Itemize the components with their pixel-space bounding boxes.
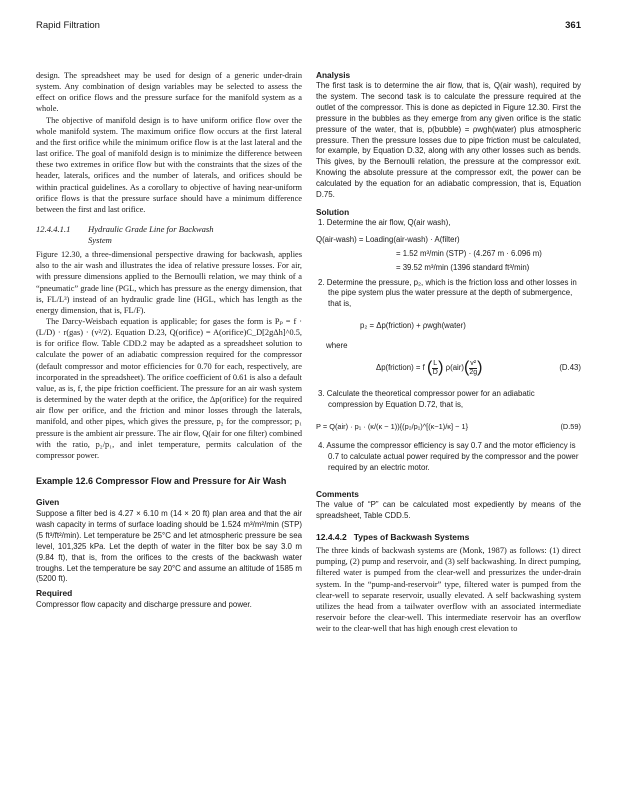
comments-heading: Comments bbox=[316, 489, 359, 500]
equation: Q(air-wash) = Loading(air-wash) · A(filter) bbox=[316, 234, 460, 244]
equation-number: (D.59) bbox=[560, 422, 581, 432]
example-box bbox=[36, 475, 302, 611]
equation-density: ρ(air) bbox=[445, 363, 464, 373]
page-number: 361 bbox=[565, 20, 581, 31]
example-title: Example 12.6 Compressor Flow and Pressure for Air Wash bbox=[36, 476, 287, 486]
paragraph: Figure 12.30, a three-dimensional perspective drawing for backwash, applies also to the air wash and illustrates the idea of relative pressure losses. For air, with pressure dimensions applied to the Bernoulli relation, we may think of a “pneumatic” grade line (PGL, which has pressure as the energy dimension, that is, FL/L³) instead of an hydraulic grade line (HGL, which has length as the energy dimension, that is, FL/F). bbox=[36, 250, 302, 315]
subsection-title: Hydraulic Grade Line for Backwash bbox=[88, 224, 214, 235]
section-title: Types of Backwash Systems bbox=[353, 532, 470, 543]
analysis-text: The first task is to determine the air flow, that is, Q(air wash), required by the system. The second task is to calculate the pressure required at the outlet of the compressor. This is done as depicted in Figure 12.30. First the pressure in the bubbles as they emerge from any given orifice is the static pressure of the water, that is, p(bubble) = ρwgh(water) plus atmospheric pressure. Then the pressure losses due to pipe friction must be calculated, for example, by Equation D.32, along with any other losses such as bends. This gives, by the Bernoulli relation, the pressure at the compressor exit. Knowing the absolute pressure at the compressor exit, the power can be calculated by the equation for an adiabatic compression, that is, Equation D.75. bbox=[316, 81, 581, 200]
paren-close: ) bbox=[477, 359, 483, 377]
section-heading bbox=[316, 532, 581, 542]
equation: = 39.52 m³/min (1396 standard ft³/min) bbox=[396, 262, 530, 272]
equation-d43 bbox=[316, 355, 581, 381]
subsection-title-cont: System bbox=[88, 235, 112, 246]
left-column bbox=[36, 70, 302, 611]
equation-lhs: Δp(friction) = f bbox=[376, 363, 425, 373]
given-text: Suppose a filter bed is 4.27 × 6.10 m (14 × 20 ft) plan area and that the air wash capacity in terms of surface loading should be 1.524 m³/m²/min (STP) (5 ft³/ft²/min). Let temperature be 25°C and let atmospheric pressure be sea level, 101,325 kPa. Let the depth of water in the filter box be say 3.0 m (9.84 ft), that is, from the orifices to the crests of the backwash water troughs. Let the temperature be say 20°C and assume an altitude of 1585 m (5200 ft). bbox=[36, 509, 302, 584]
equation: = 1.52 m³/min (STP) · (4.267 m · 6.096 m) bbox=[396, 248, 542, 258]
solution-heading: Solution bbox=[316, 206, 350, 217]
subsection-number: 12.4.4.1.1 bbox=[36, 224, 71, 235]
denominator: D bbox=[432, 368, 438, 376]
numerator: L bbox=[433, 359, 438, 367]
denominator: 2g bbox=[469, 368, 478, 376]
paren-close: ) bbox=[438, 359, 444, 377]
required-heading: Required bbox=[36, 588, 73, 599]
right-column bbox=[316, 70, 581, 634]
equation-block bbox=[316, 235, 581, 272]
section-text: The three kinds of backwash systems are (Monk, 1987) as follows: (1) direct pumping, (2) pump and reservoir, and (3) self backwashing. In direct pumping, filtered water is pumped from the clear-well and pressurizes the under-drain system. In the “pump-and-reservoir” type, filtered water is pumped from the clear-well to separate reservoir, usually elevated. A self backwashing system utilizes the head from a tailwater overflow with an associated intermediate reservoir before the clear-well. This intermediate reservoir has an overflow weir to the clear-well that has high enough crest elevation to bbox=[316, 546, 581, 634]
subsection-heading bbox=[36, 224, 302, 246]
running-title: Rapid Filtration bbox=[36, 20, 100, 31]
numerator: v² bbox=[470, 359, 477, 367]
paren-open: ( bbox=[463, 359, 470, 377]
analysis-heading: Analysis bbox=[316, 70, 351, 80]
required-text: Compressor flow capacity and discharge pressure and power. bbox=[36, 600, 252, 610]
comments-text: The value of “P” can be calculated most expediently by means of the spreadsheet, Table CDD.5. bbox=[316, 500, 581, 521]
solution-step: 2. Determine the pressure, p₂, which is the friction loss and other losses in the pipe system plus the water pressure at the depth of submergence, that is, bbox=[318, 277, 577, 308]
solution-step: 4. Assume the compressor efficiency is say 0.7 and the motor efficiency is 0.7 to calculate actual power required by the compressor and the power required by an electric motor. bbox=[318, 441, 579, 472]
solution-step: 1. Determine the air flow, Q(air wash), bbox=[318, 217, 451, 227]
equation-d59 bbox=[316, 422, 581, 431]
equation-number: (D.43) bbox=[559, 363, 581, 373]
given-heading: Given bbox=[36, 497, 60, 507]
paragraph: The objective of manifold design is to have uniform orifice flow over the whole manifold system. The maximum orifice flow occurs at the first lateral and the first orifice while the minimum orifice flow is at the last lateral and the last orifice. The goal of manifold design is to minimize the difference between these two extremes in orifice flow but with the constraints that the sizes of the header, laterals, orifices and the number of laterals, and orifices should be within practical guidelines. As a corollary to objective of having near-uniform orifice flows is that the pressure surface should have a minimum difference between the first and last orifice. bbox=[36, 115, 302, 214]
paragraph: The Darcy-Weisbach equation is applicable; for gases the form is Pₚ = f · (L/D) · r(gas) · (v²/2). Equation D.23, Q(orifice) = A(orifice)C_D[2gΔh]^0.5, is for orifice flow. Table CDD.2 may be adapted as a spreadsheet solution to calculate the power of an adiabatic compression required for the compressor (default compressor and motor efficiencies for 0.70 for each, respectively, are incorporated in the spreadsheet). The orifice coefficient of 0.61 is also a default value, as is, f, the pipe friction coefficient. The pressure for an air wash system is determined by the water depth at the orifice, the Δp(orifice) for the required air flow per orifice, and the friction and minor losses through the laterals, manifold, and other pipes, which gives the pressure, p₂ for the compressor; p₁ pressure is the ambient air pressure. The air flow, Q(air for one filter) combined with the ratio, p₂/p₁, and inlet temperature, permits calculation of the compressor power. bbox=[36, 316, 302, 460]
paragraph: design. The spreadsheet may be used for design of a generic under-drain system. Any combination of design variables may be selected to assess the effect on orifice flows and the pressure surface for the manifold system as a whole. bbox=[36, 71, 302, 114]
section-number: 12.4.4.2 bbox=[316, 532, 347, 543]
fraction-velocity-head bbox=[469, 360, 477, 377]
solution-step: 3. Calculate the theoretical compressor power for an adiabatic compression by Equation D.72, that is, bbox=[318, 389, 535, 409]
paren-open: ( bbox=[426, 359, 433, 377]
equation-body: P = Q(air) · p₁ · (κ/(κ − 1)){(p₂/p₁)^[(κ−1)/κ] − 1} bbox=[316, 422, 469, 432]
equation: p₂ = Δp(friction) + ρwgh(water) bbox=[360, 321, 466, 331]
where-label: where bbox=[326, 341, 348, 351]
